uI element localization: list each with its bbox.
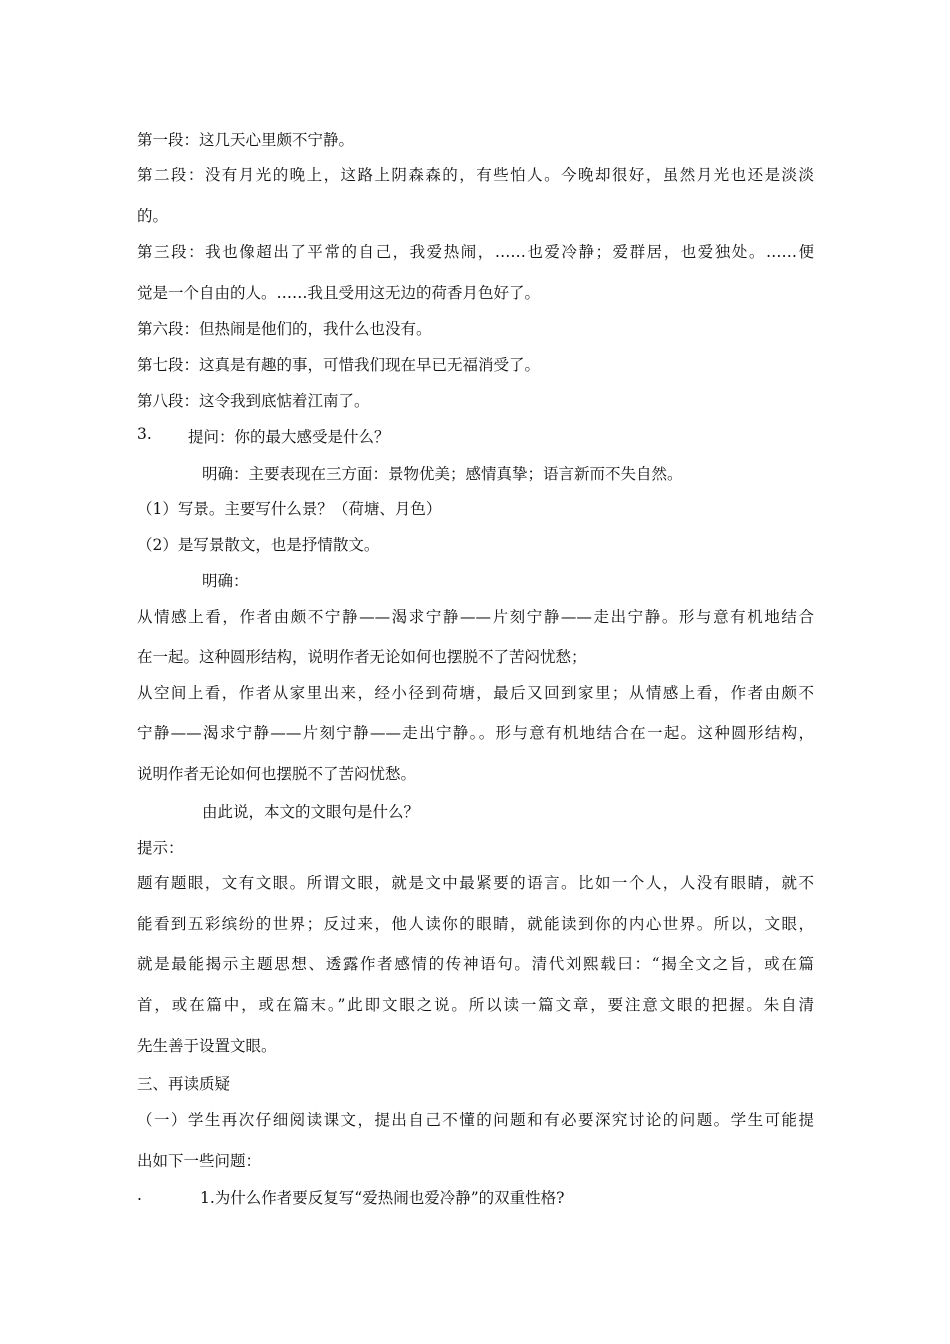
para-line: 明确： bbox=[202, 572, 249, 590]
para-line: 提示： bbox=[137, 839, 184, 857]
para-line: 明确：主要表现在三方面：景物优美；感情真挚；语言新而不失自然。 bbox=[202, 465, 683, 483]
para-line: 能看到五彩缤纷的世界；反过来，他人读你的眼睛，就能读到你的内心世界。所以，文眼， bbox=[137, 915, 814, 933]
list-number: 3. bbox=[137, 425, 152, 443]
para-line: 从情感上看，作者由颇不宁静——渴求宁静——片刻宁静——走出宁静。形与意有机地结合 bbox=[137, 608, 814, 626]
para-line: 宁静——渴求宁静——片刻宁静——走出宁静。。形与意有机地结合在一起。这种圆形结构， bbox=[137, 724, 814, 742]
para-line: （1）写景。主要写什么景？（荷塘、月色） bbox=[137, 500, 442, 518]
para-line: 第八段：这令我到底惦着江南了。 bbox=[137, 392, 370, 410]
para-line: 第二段：没有月光的晚上，这路上阴森森的，有些怕人。今晚却很好，虽然月光也还是淡淡 bbox=[137, 166, 814, 184]
para-line: 题有题眼，文有文眼。所谓文眼，就是文中最紧要的语言。比如一个人，人没有眼睛，就不 bbox=[137, 874, 814, 892]
para-line: 第一段：这几天心里颇不宁静。 bbox=[137, 131, 355, 149]
para-line: 出如下一些问题： bbox=[137, 1152, 262, 1170]
section-heading: 三、再读质疑 bbox=[137, 1075, 231, 1093]
para-line: （一）学生再次仔细阅读课文，提出自己不懂的问题和有必要深究讨论的问题。学生可能提 bbox=[137, 1111, 814, 1129]
para-line: 先生善于设置文眼。 bbox=[137, 1037, 277, 1055]
para-line: 由此说，本文的文眼句是什么？ bbox=[202, 803, 420, 821]
para-line: 的。 bbox=[137, 207, 169, 225]
para-line: 第七段：这真是有趣的事，可惜我们现在早已无福消受了。 bbox=[137, 356, 541, 374]
para-line: 就是最能揭示主题思想、透露作者感情的传神语句。清代刘熙载曰：“揭全文之旨，或在篇 bbox=[137, 955, 814, 973]
para-line: 第六段：但热闹是他们的，我什么也没有。 bbox=[137, 320, 432, 338]
para-line: 说明作者无论如何也摆脱不了苦闷忧愁。 bbox=[137, 765, 417, 783]
para-line: 从空间上看，作者从家里出来，经小径到荷塘，最后又回到家里；从情感上看，作者由颇不 bbox=[137, 684, 814, 702]
para-line: （2）是写景散文，也是抒情散文。 bbox=[137, 536, 380, 554]
para-line: 第三段：我也像超出了平常的自己，我爱热闹，……也爱冷静；爱群居，也爱独处。……便 bbox=[137, 243, 814, 261]
question-line: 提问：你的最大感受是什么？ bbox=[188, 428, 390, 446]
para-line: 觉是一个自由的人。……我且受用这无边的荷香月色好了。 bbox=[137, 284, 541, 302]
list-marker: . bbox=[137, 1186, 142, 1204]
question-line: 1.为什么作者要反复写“爱热闹也爱冷静”的双重性格? bbox=[200, 1189, 565, 1207]
para-line: 在一起。这种圆形结构，说明作者无论如何也摆脱不了苦闷忧愁； bbox=[137, 648, 587, 666]
para-line: 首，或在篇中，或在篇末。”此即文眼之说。所以读一篇文章，要注意文眼的把握。朱自清 bbox=[137, 996, 814, 1014]
